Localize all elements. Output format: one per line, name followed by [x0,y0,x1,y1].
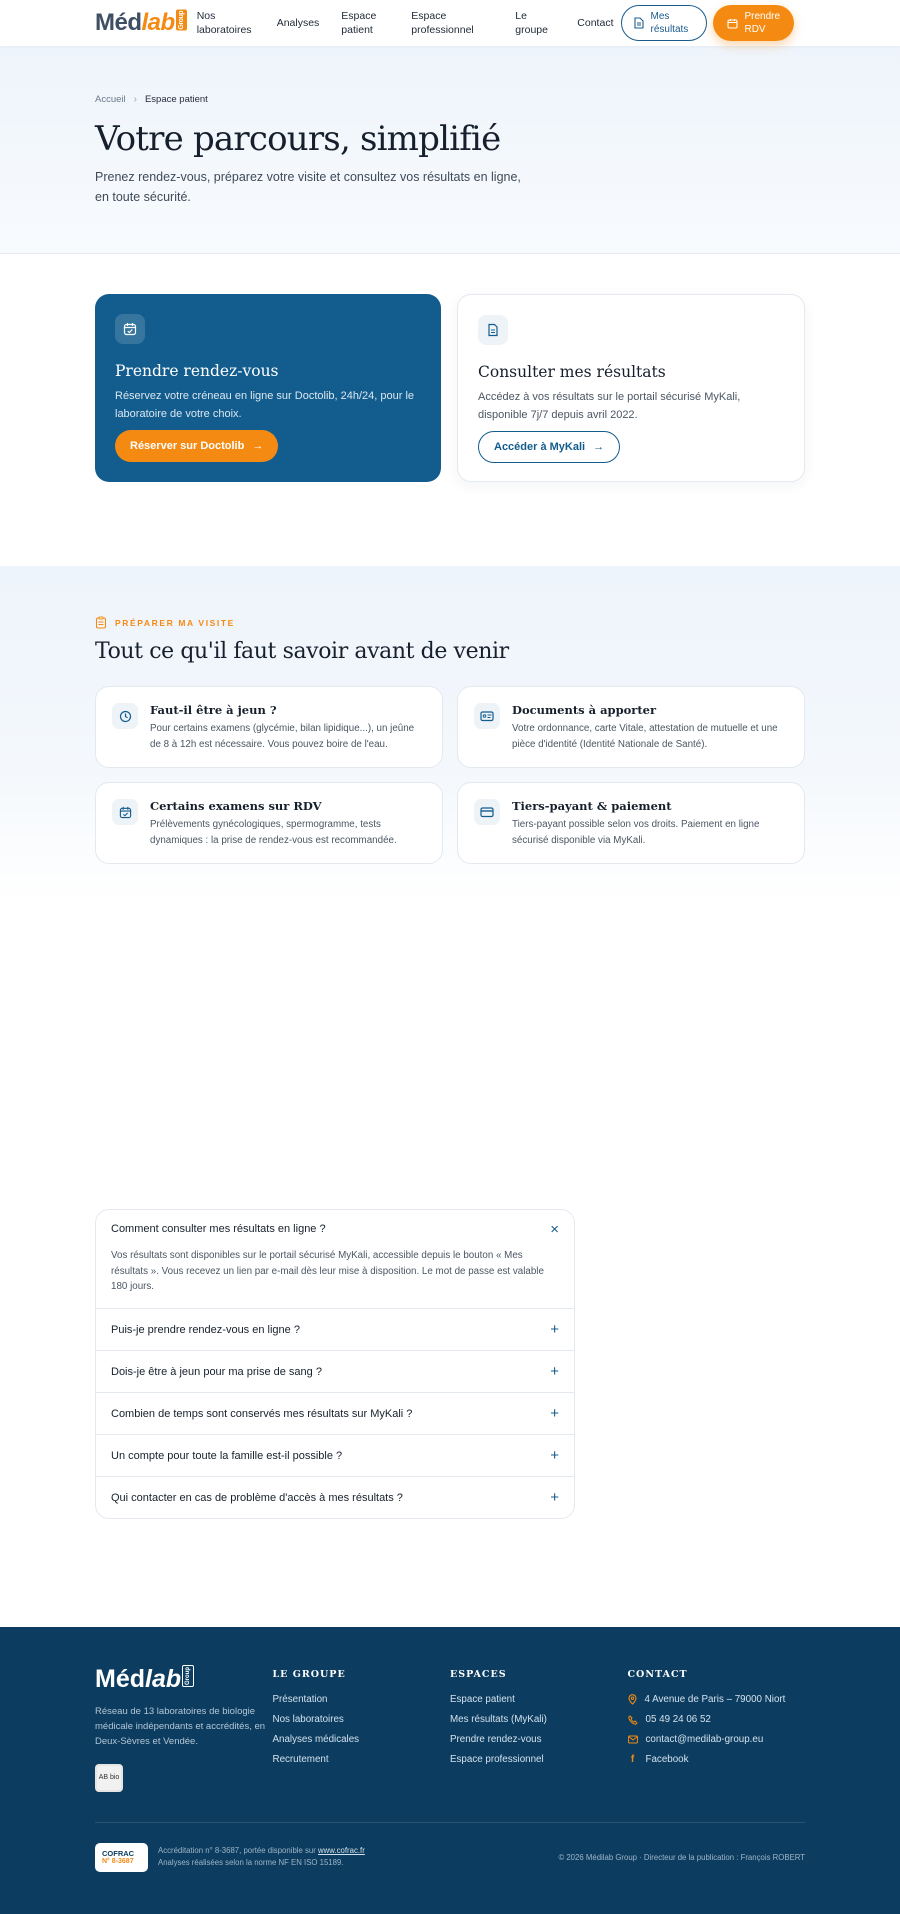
faq-question[interactable]: Qui contacter en cas de problème d'accès à mes résultats ? + [111,1489,559,1507]
footer-email[interactable]: contact@medilab-group.eu [628,1734,806,1745]
faq-answer: Vos résultats sont disponibles sur le portail sécurisé MyKali, accessible depuis le bouton « Mes résultats ». Vous recevez un lien par e-mail dès leur mise à disposition. Le mot de passe est valable 180 jours. [111,1250,544,1293]
footer-link[interactable]: Recrutement [272,1754,329,1765]
accreditation-text: Accréditation n° 8-3687, portée disponible sur www.cofrac.fr Analyses réalisées selon la norme NF EN ISO 15189. [158,1845,365,1868]
prepare-visit [0,566,900,904]
facebook-icon: f [630,1754,635,1765]
footer-logo[interactable]: Méd lab Group [95,1665,273,1694]
footer-link[interactable]: Espace professionnel [450,1754,544,1765]
footer-link[interactable]: Présentation [272,1694,328,1705]
plus-icon[interactable]: + [550,1363,559,1381]
site-header [0,0,900,46]
calendar-check-icon [115,314,145,344]
section-title: Tout ce qu'il faut savoir avant de venir [95,639,509,664]
tip-card: Faut-il être à jeun ? Pour certains examens (glycémie, bilan lipidique...), un jeûne de 8 à 12h est nécessaire. Vous pouvez boire de l'eau. [95,686,443,768]
site-footer [0,1627,900,1914]
document-icon [478,315,508,345]
plus-icon[interactable]: + [550,1447,559,1465]
footer-link[interactable]: Nos laboratoires [272,1714,344,1725]
nav-analyses[interactable]: Analyses [276,16,320,29]
breadcrumb [95,94,805,105]
faq-item [96,1477,574,1518]
footer-contact: CONTACT 4 Avenue de Paris – 79000 Niort 05 49 24 06 52 contact@medilab-group.eu f Facebook [628,1665,806,1792]
copyright: © 2026 Médilab Group · Directeur de la publication : François ROBERT [558,1852,805,1862]
nav-contact[interactable]: Contact [577,16,614,29]
breadcrumb-current: Espace patient [144,94,208,105]
footer-groupe: LE GROUPE Présentation Nos laboratoires Analyses médicales Recrutement [273,1665,451,1792]
cofrac-badge: COFRAC N° 8-3687 [95,1843,148,1872]
footer-link[interactable]: Espace patient [450,1694,515,1705]
faq-item [96,1210,574,1309]
footer-link[interactable]: Prendre rendez-vous [450,1734,542,1745]
arrow-right-icon: → [252,440,264,452]
credit-card-icon [474,799,500,825]
hero [0,46,900,254]
plus-icon[interactable]: + [550,1489,559,1507]
action-cards [0,254,900,566]
appointment-card-title: Prendre rendez-vous [115,362,279,380]
tip-card: Certains examens sur RDV Prélèvements gynécologiques, spermogramme, tests dynamiques : la prise de rendez-vous est recommandée. [95,782,443,864]
doctolib-button[interactable]: Réserver sur Doctolib → [115,430,278,462]
footer-link[interactable]: Mes résultats (MyKali) [450,1714,547,1725]
section-eyebrow: PRÉPARER MA VISITE [95,616,805,629]
clock-icon [112,703,138,729]
results-card-text: Accédez à vos résultats sur le portail sécurisé MyKali, disponible 7j/7 depuis avril 2022. [478,391,741,421]
phone-icon [628,1715,638,1725]
faq-item [96,1435,574,1477]
certification-badge: AB bio [95,1764,123,1792]
faq-accordion [95,1209,575,1519]
plus-icon[interactable]: + [550,1321,559,1339]
site-logo[interactable]: Méd lab Group [95,9,185,36]
appointment-card [95,294,441,482]
faq-question[interactable]: Dois-je être à jeun pour ma prise de sang ? + [111,1363,559,1381]
tip-card: Documents à apporter Votre ordonnance, carte Vitale, attestation de mutuelle et une pièce d'identité (Identité Nationale de Santé). [457,686,805,768]
page-subtitle: Prenez rendez-vous, préparez votre visite et consultez vos résultats en ligne, en toute sécurité. [95,170,521,204]
footer-address: 4 Avenue de Paris – 79000 Niort [628,1694,806,1705]
footer-about [95,1665,273,1792]
arrow-right-icon: → [593,441,605,453]
footer-espaces: ESPACES Espace patient Mes résultats (MyKali) Prendre rendez-vous Espace professionnel [450,1665,628,1792]
breadcrumb-home[interactable]: Accueil [95,94,126,105]
footer-link[interactable]: Analyses médicales [272,1734,360,1745]
page-title: Votre parcours, simplifié [95,119,501,159]
tip-card: Tiers-payant & paiement Tiers-payant possible selon vos droits. Paiement en ligne sécurisé disponible via MyKali. [457,782,805,864]
clipboard-icon [95,616,107,629]
nav-laboratoires[interactable]: Nos laboratoires [196,9,252,36]
my-results-button[interactable]: Mes résultats [621,5,707,41]
appointment-card-text: Réservez votre créneau en ligne sur Doctolib, 24h/24, pour le laboratoire de votre choix. [115,390,415,420]
faq-question[interactable]: Puis-je prendre rendez-vous en ligne ? + [111,1321,559,1339]
book-appointment-button[interactable]: Prendre RDV [713,5,794,41]
id-card-icon [474,703,500,729]
footer-facebook[interactable]: f Facebook [628,1754,806,1765]
map-pin-icon [628,1694,637,1705]
nav-espace-patient[interactable]: Espace patient [341,9,377,36]
footer-phone[interactable]: 05 49 24 06 52 [628,1714,806,1725]
tips-grid [95,686,805,864]
footer-description: Réseau de 13 laboratoires de biologie médicale indépendants et accrédités, en Deux-Sèvres et Vendée. [95,1706,266,1748]
cofrac-link[interactable]: www.cofrac.fr [318,1845,365,1855]
results-card [457,294,805,482]
main-nav [197,9,614,37]
faq-question[interactable]: Un compte pour toute la famille est-il possible ? + [111,1447,559,1465]
faq-item [96,1351,574,1393]
nav-le-groupe[interactable]: Le groupe [515,9,548,36]
footer-divider [95,1822,805,1823]
faq-item [96,1309,574,1351]
chevron-right-icon: › [133,94,137,105]
faq-question[interactable]: Combien de temps sont conservés mes résultats sur MyKali ? + [111,1405,559,1423]
close-icon[interactable]: × [550,1220,559,1238]
calendar-icon [727,18,738,29]
mykali-button[interactable]: Accéder à MyKali → [478,431,620,463]
faq-item [96,1393,574,1435]
nav-espace-professionnel[interactable]: Espace professionnel [411,9,474,36]
plus-icon[interactable]: + [550,1405,559,1423]
mail-icon [628,1735,638,1744]
document-icon [634,17,644,29]
faq-question[interactable]: Comment consulter mes résultats en ligne ? × [111,1220,559,1238]
results-card-title: Consulter mes résultats [478,363,666,381]
calendar-check-icon [112,799,138,825]
